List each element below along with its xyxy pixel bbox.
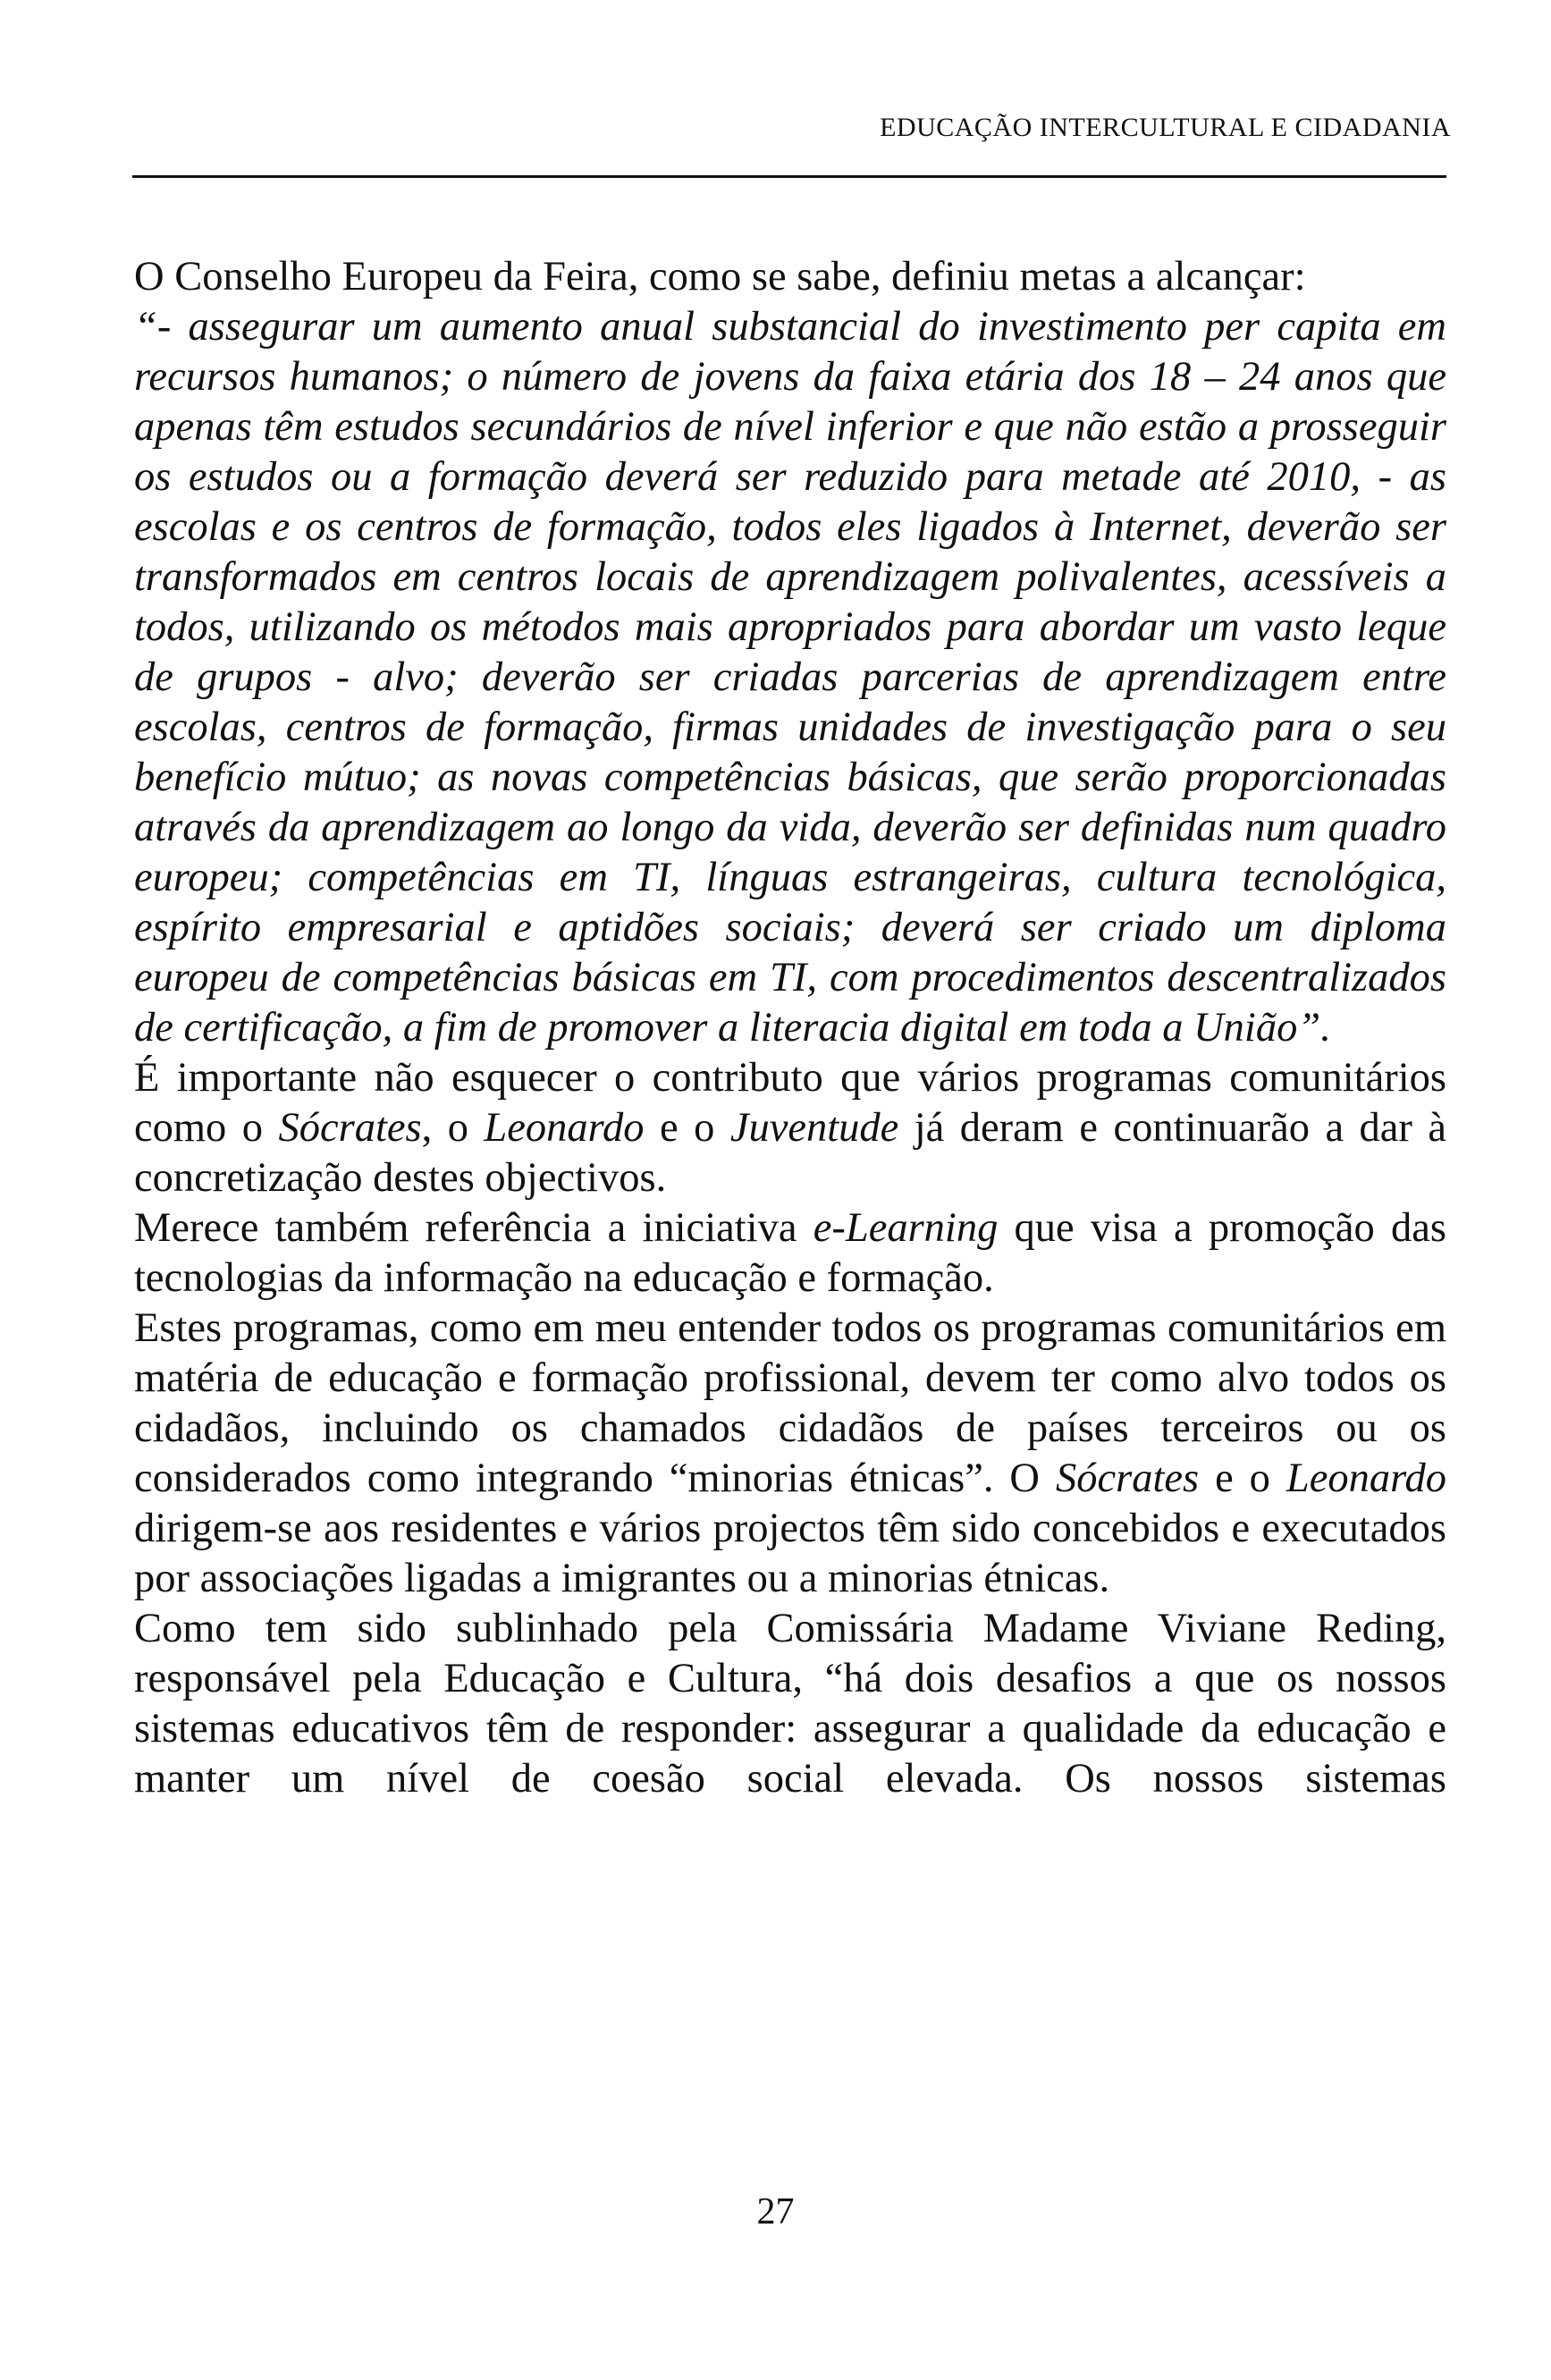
program-name-socrates: Sócrates [278, 1105, 422, 1151]
paragraph-commissioner: Como tem sido sublinhado pela Comissária Madame Viviane Reding, responsável pela Educação e Cultura, “há dois desafios a que os nossos sistemas educativos têm de responder: assegurar a qualidade da educação e manter um nível de coesão social elevada. Os nossos sistemas [134, 1606, 1446, 1802]
text-run: , o [421, 1105, 485, 1151]
text-run: Merece também referência a iniciativa [134, 1205, 813, 1251]
text-run: e o [644, 1105, 730, 1151]
paragraph-target-citizens [134, 1304, 1446, 1604]
program-name-leonardo: Leonardo [484, 1105, 645, 1151]
text-run: É importante não esquecer o contributo que vários programas comunitários como o [134, 1055, 1446, 1151]
running-header: EDUCAÇÃO INTERCULTURAL E CIDADANIA [880, 113, 1451, 142]
quoted-goals: “- assegurar um aumento anual substancial do investimento per capita em recursos humanos; o número de jovens da faixa etária dos 18 – 24 anos que apenas têm estudos secundários de nível inferior e que não estão a prosseguir os estudos ou a formação deverá ser reduzido para metade até 2010, - as escolas e os centros de formação, todos eles ligados à Internet, deverão ser transformados em centros locais de aprendizagem polivalentes, acessíveis a todos, utilizando os métodos mais apropriados para abordar um vasto leque de grupos - alvo; deverão ser criadas parcerias de aprendizagem entre escolas, centros de formação, firmas unidades de investigação para o seu benefício mútuo; as novas competências básicas, que serão proporcionadas através da aprendizagem ao longo da vida, deverão ser definidas num quadro europeu; competências em TI, línguas estrangeiras, cultura tecnológica, espírito empresarial e aptidões sociais; deverá ser criado um diploma europeu de competências básicas em TI, com procedimentos descentralizados de certificação, a fim de promover a literacia digital em toda a União”. [134, 304, 1446, 1051]
program-name-socrates: Sócrates [1055, 1456, 1200, 1501]
text-run: já deram e continuarão a dar à concretização destes objectivos. [134, 1105, 1447, 1201]
program-name-leonardo: Leonardo [1285, 1456, 1447, 1501]
page-body [134, 252, 1446, 1804]
text-run: que visa a promoção das tecnologias da informação na educação e formação. [134, 1205, 1446, 1301]
initiative-name-elearning: e-Learning [813, 1205, 999, 1251]
text-run: dirigem-se aos residentes e vários projectos têm sido concebidos e executados por associações ligadas a imigrantes ou a minorias étnicas. [134, 1506, 1446, 1601]
page-number: 27 [756, 2191, 795, 2232]
paragraph-programs [134, 1053, 1446, 1203]
header-rule [132, 175, 1446, 178]
program-name-juventude: Juventude [729, 1105, 899, 1151]
intro-paragraph: O Conselho Europeu da Feira, como se sabe, definiu metas a alcançar: [134, 254, 1306, 300]
paragraph-elearning [134, 1203, 1446, 1304]
text-run: e o [1199, 1456, 1286, 1501]
text-run: Estes programas, como em meu entender todos os programas comunitários em matéria de educação e formação profissional, devem ter como alvo todos os cidadãos, incluindo os chamados cidadãos de países terceiros ou os considerados como integrando “minorias étnicas”. O [134, 1305, 1446, 1501]
